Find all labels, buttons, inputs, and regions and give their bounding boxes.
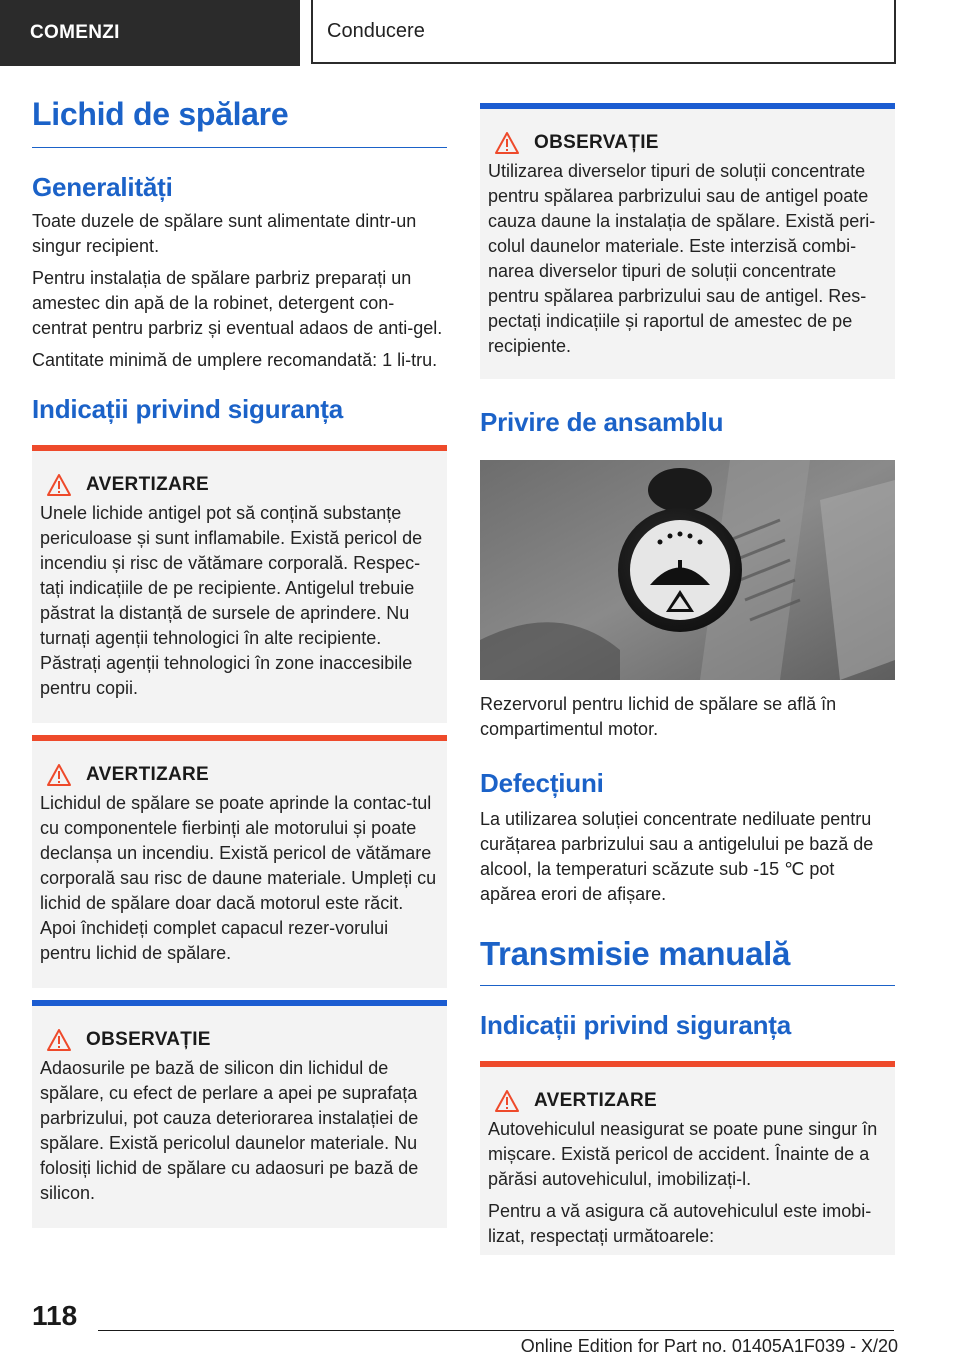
- general-paragraph-2: Pentru instalația de spălare parbriz preparați un amestec din apă de la robinet, detergent con-centrat pentru parbriz și eventual adaos de anti-gel.: [32, 268, 443, 338]
- warning-box-antigel: [32, 445, 447, 723]
- page-title: Lichid de spălare: [32, 96, 447, 148]
- caution-triangle-icon: [494, 131, 520, 155]
- defects-text: La utilizarea soluției concentrate nediluate pentru curățarea parbrizului sau a antigelului pe bază de alcool, la temperaturi scăzute sub -15 ℃ pot apărea erori de afișare.: [480, 809, 874, 904]
- section-tab[interactable]: COMENZI: [0, 0, 300, 66]
- warning-triangle-icon: [46, 473, 72, 497]
- warning-title: AVERTIZARE: [86, 474, 209, 495]
- note-box-silicone: [32, 1000, 447, 1228]
- washer-reservoir-photo: [480, 460, 895, 680]
- caution-triangle-icon: [46, 1028, 72, 1052]
- warning-text: Unele lichide antigel pot să conțină substanțe periculoase și sunt inflamabile. Există pericol de incendiu și risc de vătămare corporală. Respec-tați indicațiile de pe recipiente. Antigelul trebuie păstrat la distanță de sursele de aprindere. Nu turnați agenții tehnologici în alte recipiente. Păstrați agenții tehnologici în zone inaccesibile pentru copii.: [40, 503, 423, 698]
- heading-defects: Defecțiuni: [480, 768, 604, 798]
- right-column: [480, 103, 895, 1255]
- footer-edition: Online Edition for Part no. 01405A1F039 - X/20: [520, 1336, 898, 1356]
- page-header: [0, 0, 960, 66]
- note-text: Adaosurile pe bază de silicon din lichidul de spălare, cu efect de perlare a apei pe suprafața parbrizului, pot cauza deteriorarea instalației de spălare. Există pericolul daunelor materiale. Nu folosiți lichid de spălare cu adaosuri pe bază de silicon.: [40, 1058, 419, 1203]
- left-column: [32, 96, 447, 1228]
- warning-triangle-icon: [494, 1089, 520, 1113]
- heading-trans-safety: Indicații privind siguranța: [480, 1010, 791, 1040]
- heading-overview: Privire de ansamblu: [480, 407, 724, 437]
- page-number: 118: [32, 1300, 78, 1331]
- warning-triangle-icon: [46, 763, 72, 787]
- section-title-manual-transmission: Transmisie manuală: [480, 935, 895, 986]
- warning-text-2: Pentru a vă asigura că autovehiculul este imobi-lizat, respectați următoarele:: [488, 1201, 872, 1246]
- note-title: OBSERVAȚIE: [86, 1029, 211, 1050]
- chapter-tab[interactable]: Conducere: [311, 0, 896, 64]
- overview-caption: Rezervorul pentru lichid de spălare se află în compartimentul motor.: [480, 694, 837, 739]
- note-box-concentrate: [480, 103, 895, 379]
- footer-divider: [98, 1330, 894, 1331]
- warning-title: AVERTIZARE: [86, 764, 209, 785]
- heading-safety: Indicații privind siguranța: [32, 394, 343, 424]
- general-paragraph-3: Cantitate minimă de umplere recomandată: 1 li-tru.: [32, 350, 438, 370]
- washer-cap-image: [480, 460, 895, 680]
- warning-box-fire: [32, 735, 447, 988]
- heading-general: Generalități: [32, 172, 173, 202]
- warning-text: Lichidul de spălare se poate aprinde la contac-tul cu componentele fierbinți ale motorului și poate declanșa un incendiu. Există pericol de vătămare corporală sau risc de daune materiale. Umpleți cu lichid de spălare doar dacă motorul este răcit. Apoi închideți complet capacul rezer-vorului pentru lichid de spălare.: [40, 793, 437, 963]
- general-paragraph-1: Toate duzele de spălare sunt alimentate dintr-un singur recipient.: [32, 211, 417, 256]
- note-text: Utilizarea diverselor tipuri de soluții concentrate pentru spălarea parbrizului sau de antigel poate cauza daune la instalația de spălare. Există peri-colul daunelor materiale. Este interzisă combi-narea diverselor tipuri de soluții concentrate pentru spălarea parbrizului sau de antigel. Res-pectați indicațiile și raportul de amestec de pe recipiente.: [488, 161, 876, 356]
- warning-text-1: Autovehiculul neasigurat se poate pune singur în mișcare. Există pericol de accident. Înainte de a părăsi autovehiculul, imobilizați-l.: [488, 1119, 878, 1189]
- warning-title: AVERTIZARE: [534, 1090, 657, 1111]
- warning-box-vehicle: [480, 1061, 895, 1255]
- note-title: OBSERVAȚIE: [534, 132, 659, 153]
